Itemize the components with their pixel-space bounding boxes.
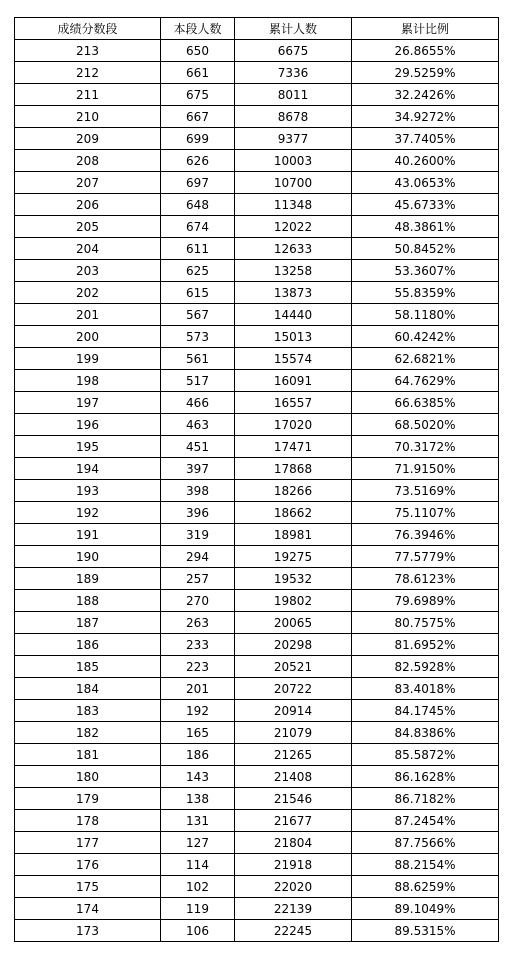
cell-segment-count: 667 [161,106,235,128]
cell-cumulative-count: 14440 [235,304,352,326]
cell-cumulative-count: 16091 [235,370,352,392]
cell-cumulative-ratio: 70.3172% [352,436,499,458]
cell-segment-count: 451 [161,436,235,458]
cell-score: 197 [15,392,161,414]
cell-segment-count: 611 [161,238,235,260]
cell-cumulative-ratio: 34.9272% [352,106,499,128]
table-row [15,876,499,898]
table-row [15,194,499,216]
cell-segment-count: 648 [161,194,235,216]
cell-cumulative-count: 16557 [235,392,352,414]
cell-cumulative-count: 22245 [235,920,352,942]
cell-segment-count: 102 [161,876,235,898]
table-row [15,546,499,568]
table-row [15,590,499,612]
cell-cumulative-ratio: 86.7182% [352,788,499,810]
cell-segment-count: 625 [161,260,235,282]
header-score-range: 成绩分数段 [15,18,161,40]
cell-cumulative-ratio: 32.2426% [352,84,499,106]
cell-segment-count: 675 [161,84,235,106]
cell-cumulative-ratio: 80.7575% [352,612,499,634]
cell-score: 203 [15,260,161,282]
cell-cumulative-count: 10700 [235,172,352,194]
cell-cumulative-count: 21546 [235,788,352,810]
cell-cumulative-ratio: 88.6259% [352,876,499,898]
cell-cumulative-count: 17868 [235,458,352,480]
cell-score: 173 [15,920,161,942]
cell-segment-count: 561 [161,348,235,370]
cell-score: 185 [15,656,161,678]
table-row [15,744,499,766]
table-row [15,524,499,546]
cell-segment-count: 192 [161,700,235,722]
cell-cumulative-count: 15574 [235,348,352,370]
cell-cumulative-count: 19802 [235,590,352,612]
cell-score: 189 [15,568,161,590]
cell-segment-count: 661 [161,62,235,84]
cell-cumulative-count: 10003 [235,150,352,172]
table-row [15,128,499,150]
cell-cumulative-ratio: 73.5169% [352,480,499,502]
table-row [15,568,499,590]
cell-score: 184 [15,678,161,700]
cell-cumulative-ratio: 68.5020% [352,414,499,436]
cell-cumulative-ratio: 55.8359% [352,282,499,304]
cell-segment-count: 573 [161,326,235,348]
cell-cumulative-count: 20914 [235,700,352,722]
cell-score: 178 [15,810,161,832]
cell-score: 194 [15,458,161,480]
score-distribution-table [14,17,499,942]
table-row [15,920,499,942]
cell-cumulative-count: 20065 [235,612,352,634]
table-header-row [15,18,499,40]
cell-cumulative-ratio: 84.1745% [352,700,499,722]
cell-cumulative-ratio: 88.2154% [352,854,499,876]
cell-segment-count: 223 [161,656,235,678]
cell-cumulative-ratio: 81.6952% [352,634,499,656]
cell-cumulative-count: 9377 [235,128,352,150]
cell-segment-count: 131 [161,810,235,832]
cell-cumulative-count: 13873 [235,282,352,304]
cell-score: 192 [15,502,161,524]
cell-score: 211 [15,84,161,106]
cell-segment-count: 626 [161,150,235,172]
cell-score: 210 [15,106,161,128]
cell-score: 177 [15,832,161,854]
table-row [15,172,499,194]
cell-cumulative-count: 17020 [235,414,352,436]
cell-segment-count: 201 [161,678,235,700]
cell-segment-count: 396 [161,502,235,524]
table-row [15,678,499,700]
cell-segment-count: 143 [161,766,235,788]
table-row [15,392,499,414]
cell-cumulative-ratio: 66.6385% [352,392,499,414]
cell-cumulative-ratio: 71.9150% [352,458,499,480]
table-row [15,436,499,458]
cell-score: 181 [15,744,161,766]
table-row [15,282,499,304]
cell-score: 176 [15,854,161,876]
cell-cumulative-count: 20521 [235,656,352,678]
cell-segment-count: 119 [161,898,235,920]
score-distribution-table-container [14,17,499,942]
cell-cumulative-ratio: 78.6123% [352,568,499,590]
cell-segment-count: 294 [161,546,235,568]
header-cumulative-ratio: 累计比例 [352,18,499,40]
table-row [15,832,499,854]
cell-cumulative-ratio: 37.7405% [352,128,499,150]
cell-cumulative-count: 21408 [235,766,352,788]
cell-cumulative-ratio: 40.2600% [352,150,499,172]
cell-score: 180 [15,766,161,788]
cell-cumulative-ratio: 82.5928% [352,656,499,678]
cell-cumulative-ratio: 64.7629% [352,370,499,392]
cell-segment-count: 567 [161,304,235,326]
cell-cumulative-ratio: 29.5259% [352,62,499,84]
cell-score: 208 [15,150,161,172]
cell-segment-count: 138 [161,788,235,810]
cell-segment-count: 165 [161,722,235,744]
table-row [15,216,499,238]
cell-cumulative-count: 19275 [235,546,352,568]
cell-score: 175 [15,876,161,898]
table-row [15,700,499,722]
table-row [15,414,499,436]
cell-score: 196 [15,414,161,436]
cell-cumulative-count: 21079 [235,722,352,744]
cell-score: 182 [15,722,161,744]
table-row [15,480,499,502]
table-row [15,348,499,370]
cell-score: 207 [15,172,161,194]
cell-cumulative-ratio: 77.5779% [352,546,499,568]
cell-cumulative-count: 8678 [235,106,352,128]
cell-cumulative-count: 6675 [235,40,352,62]
cell-cumulative-ratio: 48.3861% [352,216,499,238]
cell-score: 190 [15,546,161,568]
cell-score: 193 [15,480,161,502]
table-row [15,854,499,876]
cell-segment-count: 463 [161,414,235,436]
cell-segment-count: 263 [161,612,235,634]
cell-score: 198 [15,370,161,392]
cell-cumulative-ratio: 76.3946% [352,524,499,546]
cell-cumulative-count: 21265 [235,744,352,766]
table-row [15,612,499,634]
table-row [15,634,499,656]
cell-cumulative-count: 20722 [235,678,352,700]
cell-segment-count: 398 [161,480,235,502]
table-row [15,788,499,810]
cell-cumulative-count: 15013 [235,326,352,348]
cell-segment-count: 319 [161,524,235,546]
cell-cumulative-ratio: 89.1049% [352,898,499,920]
cell-cumulative-ratio: 83.4018% [352,678,499,700]
cell-segment-count: 257 [161,568,235,590]
cell-score: 199 [15,348,161,370]
cell-score: 204 [15,238,161,260]
table-row [15,502,499,524]
cell-cumulative-ratio: 79.6989% [352,590,499,612]
table-row [15,106,499,128]
table-row [15,150,499,172]
table-row [15,766,499,788]
cell-cumulative-count: 22139 [235,898,352,920]
header-segment-count: 本段人数 [161,18,235,40]
cell-segment-count: 650 [161,40,235,62]
table-row [15,810,499,832]
cell-score: 212 [15,62,161,84]
cell-score: 188 [15,590,161,612]
cell-cumulative-ratio: 89.5315% [352,920,499,942]
cell-cumulative-count: 18266 [235,480,352,502]
cell-score: 200 [15,326,161,348]
cell-score: 195 [15,436,161,458]
cell-cumulative-ratio: 86.1628% [352,766,499,788]
cell-score: 179 [15,788,161,810]
cell-cumulative-count: 21918 [235,854,352,876]
cell-segment-count: 699 [161,128,235,150]
table-row [15,238,499,260]
cell-score: 206 [15,194,161,216]
cell-cumulative-ratio: 75.1107% [352,502,499,524]
table-row [15,722,499,744]
cell-score: 209 [15,128,161,150]
table-body [15,40,499,942]
cell-score: 183 [15,700,161,722]
cell-segment-count: 397 [161,458,235,480]
cell-score: 202 [15,282,161,304]
cell-cumulative-ratio: 60.4242% [352,326,499,348]
cell-segment-count: 674 [161,216,235,238]
header-cumulative-count: 累计人数 [235,18,352,40]
table-row [15,40,499,62]
cell-score: 174 [15,898,161,920]
cell-segment-count: 127 [161,832,235,854]
cell-cumulative-ratio: 87.2454% [352,810,499,832]
cell-score: 213 [15,40,161,62]
cell-cumulative-count: 11348 [235,194,352,216]
cell-cumulative-count: 21804 [235,832,352,854]
cell-cumulative-count: 21677 [235,810,352,832]
cell-segment-count: 114 [161,854,235,876]
cell-cumulative-count: 17471 [235,436,352,458]
cell-cumulative-count: 18981 [235,524,352,546]
cell-segment-count: 517 [161,370,235,392]
cell-cumulative-count: 18662 [235,502,352,524]
cell-score: 205 [15,216,161,238]
table-row [15,458,499,480]
cell-cumulative-ratio: 87.7566% [352,832,499,854]
table-row [15,326,499,348]
cell-cumulative-count: 13258 [235,260,352,282]
cell-cumulative-ratio: 85.5872% [352,744,499,766]
cell-cumulative-count: 12633 [235,238,352,260]
cell-cumulative-ratio: 43.0653% [352,172,499,194]
cell-cumulative-ratio: 53.3607% [352,260,499,282]
cell-segment-count: 697 [161,172,235,194]
cell-cumulative-ratio: 62.6821% [352,348,499,370]
table-row [15,260,499,282]
cell-segment-count: 233 [161,634,235,656]
table-row [15,898,499,920]
cell-cumulative-ratio: 45.6733% [352,194,499,216]
cell-segment-count: 615 [161,282,235,304]
cell-segment-count: 466 [161,392,235,414]
table-row [15,84,499,106]
cell-cumulative-count: 19532 [235,568,352,590]
cell-cumulative-ratio: 26.8655% [352,40,499,62]
cell-cumulative-ratio: 58.1180% [352,304,499,326]
cell-score: 187 [15,612,161,634]
table-row [15,304,499,326]
table-row [15,656,499,678]
cell-cumulative-ratio: 84.8386% [352,722,499,744]
cell-score: 201 [15,304,161,326]
cell-cumulative-count: 12022 [235,216,352,238]
table-row [15,370,499,392]
cell-cumulative-count: 22020 [235,876,352,898]
cell-score: 191 [15,524,161,546]
cell-score: 186 [15,634,161,656]
cell-cumulative-count: 8011 [235,84,352,106]
cell-segment-count: 186 [161,744,235,766]
cell-cumulative-ratio: 50.8452% [352,238,499,260]
table-row [15,62,499,84]
cell-segment-count: 106 [161,920,235,942]
cell-cumulative-count: 20298 [235,634,352,656]
cell-cumulative-count: 7336 [235,62,352,84]
cell-segment-count: 270 [161,590,235,612]
